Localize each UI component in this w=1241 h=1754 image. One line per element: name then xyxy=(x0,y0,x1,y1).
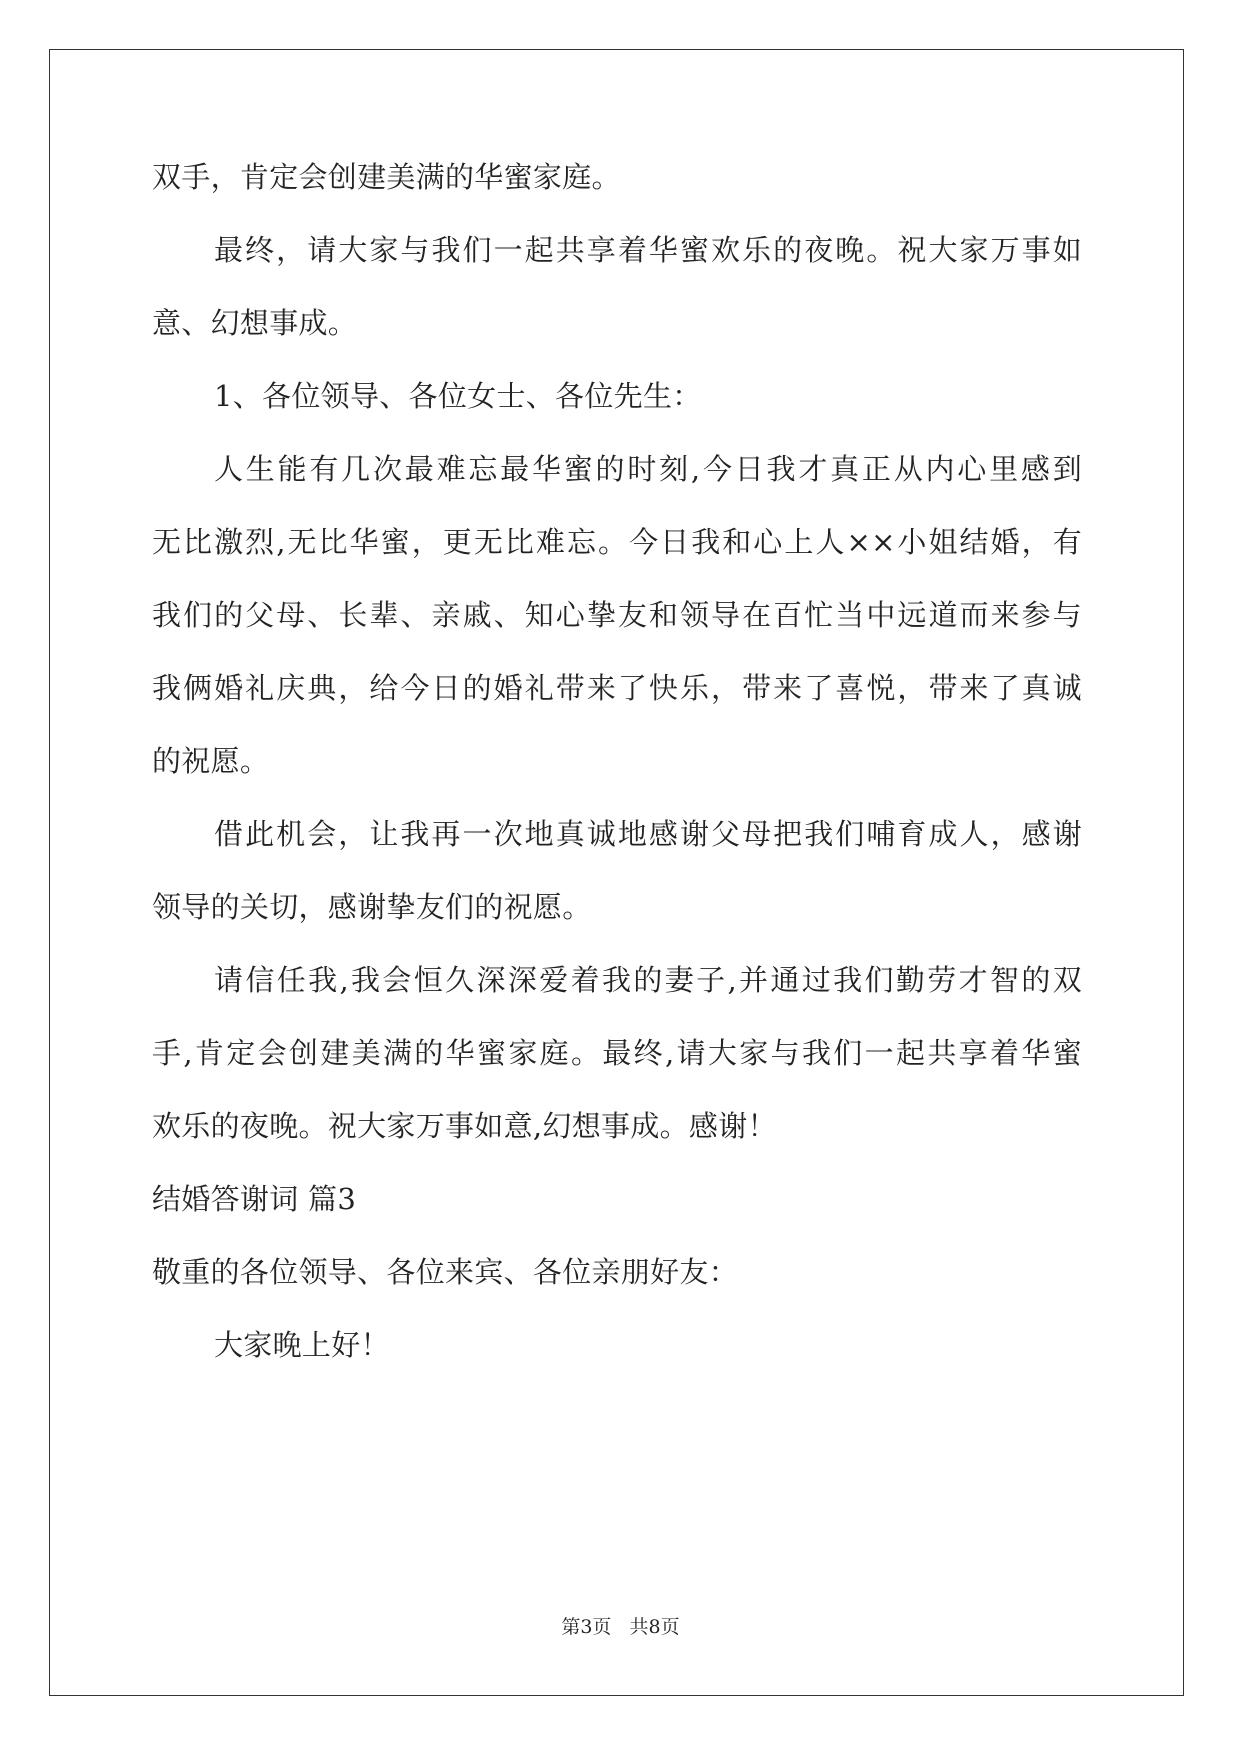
text-line: 的祝愿。 xyxy=(152,744,270,778)
section-heading: 结婚答谢词 篇3 xyxy=(152,1182,357,1216)
text-line: 无比激烈,无比华蜜，更无比难忘。今日我和心上人××小姐结婚，有 xyxy=(152,525,1082,559)
text-line: 1、各位领导、各位女士、各位先生： xyxy=(214,379,702,413)
page-number: 第3页 共8页 xyxy=(561,1616,680,1638)
text-line: 欢乐的夜晚。祝大家万事如意,幻想事成。感谢！ xyxy=(152,1109,777,1143)
text-line: 借此机会，让我再一次地真诚地感谢父母把我们哺育成人，感谢 xyxy=(214,817,1082,851)
salutation: 敬重的各位领导、各位来宾、各位亲朋好友： xyxy=(152,1255,739,1289)
text-line: 请信任我,我会恒久深深爱着我的妻子,并通过我们勤劳才智的双 xyxy=(214,963,1082,997)
text-line: 意、幻想事成。 xyxy=(152,306,358,340)
text-line: 最终，请大家与我们一起共享着华蜜欢乐的夜晚。祝大家万事如 xyxy=(214,233,1082,267)
text-line: 大家晚上好！ xyxy=(214,1328,390,1362)
text-line: 我们的父母、长辈、亲戚、知心挚友和领导在百忙当中远道而来参与 xyxy=(152,598,1082,632)
text-line: 领导的关切，感谢挚友们的祝愿。 xyxy=(152,890,592,924)
text-line: 人生能有几次最难忘最华蜜的时刻,今日我才真正从内心里感到 xyxy=(214,452,1082,486)
text-line: 手,肯定会创建美满的华蜜家庭。最终,请大家与我们一起共享着华蜜 xyxy=(152,1036,1082,1070)
page-border xyxy=(49,49,1184,1696)
text-line: 我俩婚礼庆典，给今日的婚礼带来了快乐，带来了喜悦，带来了真诚 xyxy=(152,671,1082,705)
text-line: 双手，肯定会创建美满的华蜜家庭。 xyxy=(152,160,621,194)
